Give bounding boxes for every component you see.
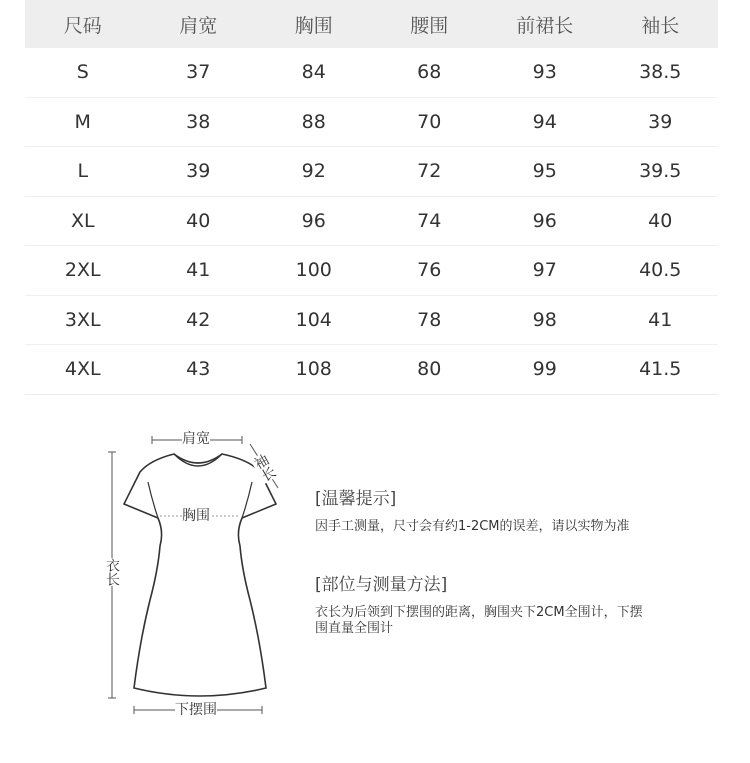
- cell-size: 3XL: [25, 295, 141, 345]
- method-block: [315, 570, 645, 637]
- cell-waist: 80: [372, 345, 488, 395]
- cell-chest: 84: [256, 48, 372, 97]
- cell-shoulder: 37: [141, 48, 257, 97]
- header-front-length: 前裙长: [487, 0, 603, 48]
- size-chart-table: [25, 0, 718, 395]
- cell-front-length: 96: [487, 196, 603, 246]
- cell-size: S: [25, 48, 141, 97]
- chest-label: 胸围: [182, 508, 210, 524]
- cell-chest: 88: [256, 97, 372, 147]
- hem-label: 下摆围: [175, 702, 217, 718]
- table-header-row: [25, 0, 718, 48]
- cell-waist: 72: [372, 147, 488, 197]
- cell-waist: 78: [372, 295, 488, 345]
- cell-shoulder: 43: [141, 345, 257, 395]
- cell-shoulder: 41: [141, 246, 257, 296]
- cell-waist: 70: [372, 97, 488, 147]
- method-text: 衣长为后领到下摆围的距离，胸围夹下2CM全围计，下摆围直量全围计: [315, 605, 643, 636]
- cell-sleeve: 39.5: [603, 147, 719, 197]
- cell-front-length: 94: [487, 97, 603, 147]
- cell-front-length: 93: [487, 48, 603, 97]
- header-sleeve: 袖长: [603, 0, 719, 48]
- cell-sleeve: 41: [603, 295, 719, 345]
- cell-waist: 68: [372, 48, 488, 97]
- length-label: 衣长: [104, 558, 120, 586]
- tip-block: [315, 484, 645, 535]
- table-row: [25, 147, 718, 197]
- table-row: [25, 246, 718, 296]
- tip-title: [温馨提示]: [315, 489, 397, 509]
- table-row: [25, 295, 718, 345]
- header-size: 尺码: [25, 0, 141, 48]
- cell-waist: 74: [372, 196, 488, 246]
- tip-text: 因手工测量，尺寸会有约1-2CM的误差，请以实物为准: [315, 519, 630, 534]
- cell-chest: 108: [256, 345, 372, 395]
- cell-front-length: 95: [487, 147, 603, 197]
- header-chest: 胸围: [256, 0, 372, 48]
- cell-size: 4XL: [25, 345, 141, 395]
- method-title: [部位与测量方法]: [315, 575, 448, 595]
- table-row: [25, 97, 718, 147]
- header-waist: 腰围: [372, 0, 488, 48]
- dress-measurement-diagram: [100, 420, 300, 730]
- notes-panel: [315, 484, 645, 637]
- dress-outline: [124, 451, 278, 696]
- table-row: [25, 196, 718, 246]
- cell-shoulder: 39: [141, 147, 257, 197]
- cell-shoulder: 40: [141, 196, 257, 246]
- cell-shoulder: 38: [141, 97, 257, 147]
- cell-shoulder: 42: [141, 295, 257, 345]
- cell-size: M: [25, 97, 141, 147]
- cell-sleeve: 40: [603, 196, 719, 246]
- table-row: [25, 48, 718, 97]
- table-row: [25, 345, 718, 395]
- cell-sleeve: 39: [603, 97, 719, 147]
- sleeve-label: 袖长: [250, 451, 278, 485]
- cell-chest: 100: [256, 246, 372, 296]
- cell-size: L: [25, 147, 141, 197]
- header-shoulder: 肩宽: [141, 0, 257, 48]
- cell-front-length: 98: [487, 295, 603, 345]
- cell-front-length: 99: [487, 345, 603, 395]
- cell-sleeve: 38.5: [603, 48, 719, 97]
- cell-chest: 96: [256, 196, 372, 246]
- cell-front-length: 97: [487, 246, 603, 296]
- cell-sleeve: 40.5: [603, 246, 719, 296]
- cell-waist: 76: [372, 246, 488, 296]
- cell-chest: 92: [256, 147, 372, 197]
- cell-size: 2XL: [25, 246, 141, 296]
- shoulder-label: 肩宽: [182, 431, 210, 447]
- cell-chest: 104: [256, 295, 372, 345]
- cell-sleeve: 41.5: [603, 345, 719, 395]
- cell-size: XL: [25, 196, 141, 246]
